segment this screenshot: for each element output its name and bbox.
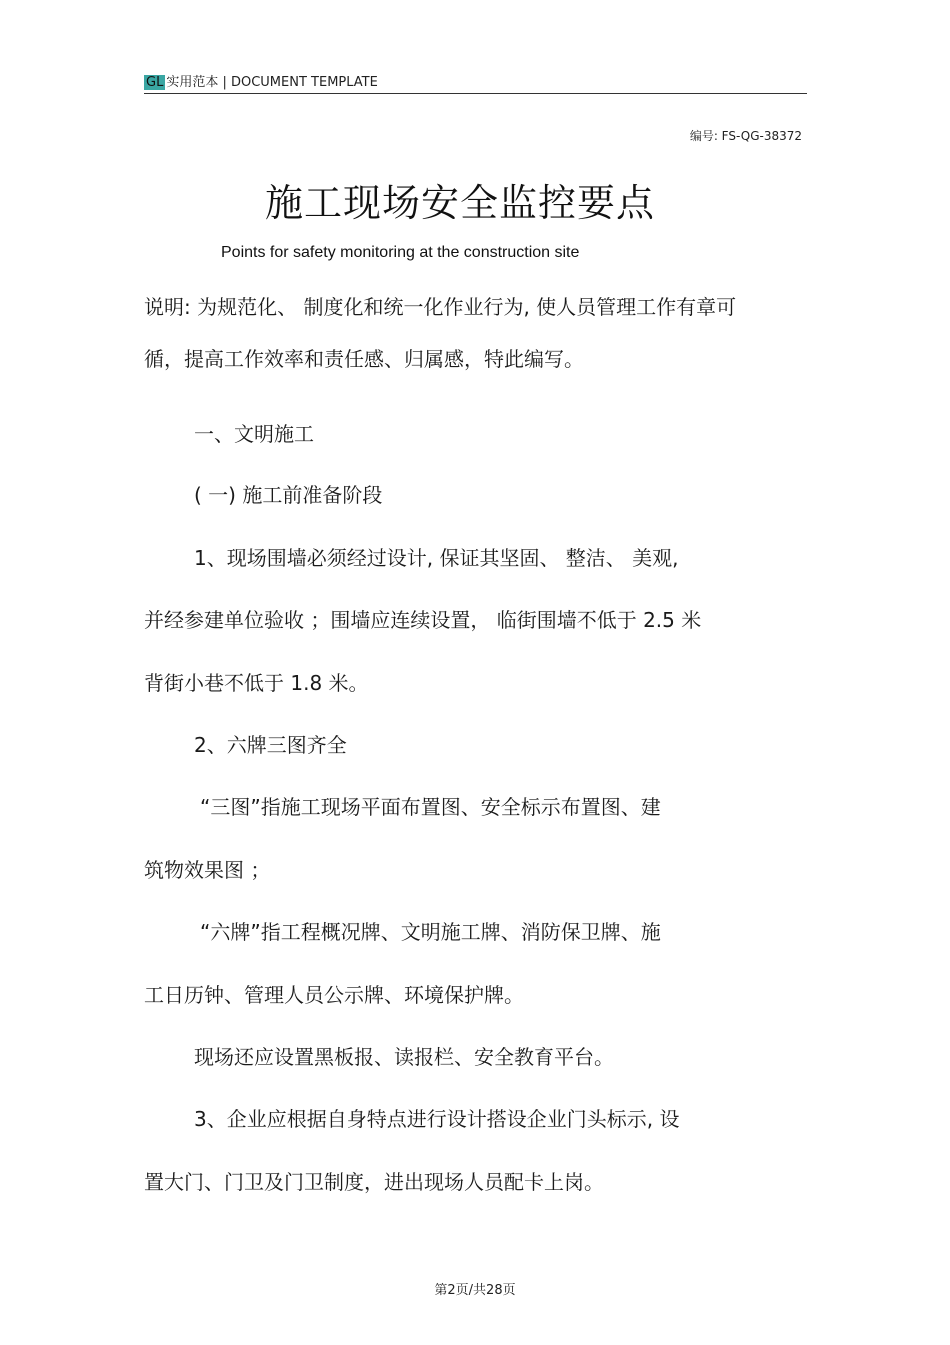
body-line: 置大门、门卫及门卫制度，进出现场人员配卡上岗。 [144, 1170, 604, 1194]
section-heading: 一、文明施工 [194, 422, 314, 446]
body-line: “六牌”指工程概况牌、文明施工牌、消防保卫牌、施 [200, 920, 661, 944]
body-line: 并经参建单位验收 ；围墙应连续设置， 临街围墙不低于 2.5 米 [144, 608, 702, 632]
document-header [144, 71, 378, 90]
page-footer: 第2页/共28页 [434, 1283, 516, 1298]
subsection-heading: ( 一) 施工前准备阶段 [194, 483, 383, 507]
document-number: 编号: FS-QG-38372 [689, 129, 802, 143]
header-text: 实用范本 | DOCUMENT TEMPLATE [166, 75, 378, 90]
body-line: 现场还应设置黑板报、读报栏、安全教育平台。 [194, 1045, 614, 1069]
gl-logo: GL [146, 75, 164, 90]
page-title: 施工现场安全监控要点 [264, 181, 655, 225]
body-line: 背街小巷不低于 1.8 米。 [144, 671, 369, 695]
intro-line: 循，提高工作效率和责任感、归属感，特此编写。 [144, 347, 584, 371]
body-line: 工日历钟、管理人员公示牌、环境保护牌。 [144, 983, 524, 1007]
page-subtitle: Points for safety monitoring at the construction site [221, 244, 580, 261]
body-line: 1、现场围墙必须经过设计, 保证其坚固、 整洁、 美观, [194, 546, 679, 570]
body-line: 2、六牌三图齐全 [194, 733, 347, 757]
body-line: 筑物效果图 ； [144, 858, 271, 882]
body-line: 3、企业应根据自身特点进行设计搭设企业门头标示, 设 [194, 1107, 680, 1131]
body-line: “三图”指施工现场平面布置图、安全标示布置图、建 [200, 795, 661, 819]
header-divider [144, 93, 807, 94]
intro-line: 说明: 为规范化、 制度化和统一化作业行为, 使人员管理工作有章可 [144, 295, 737, 319]
